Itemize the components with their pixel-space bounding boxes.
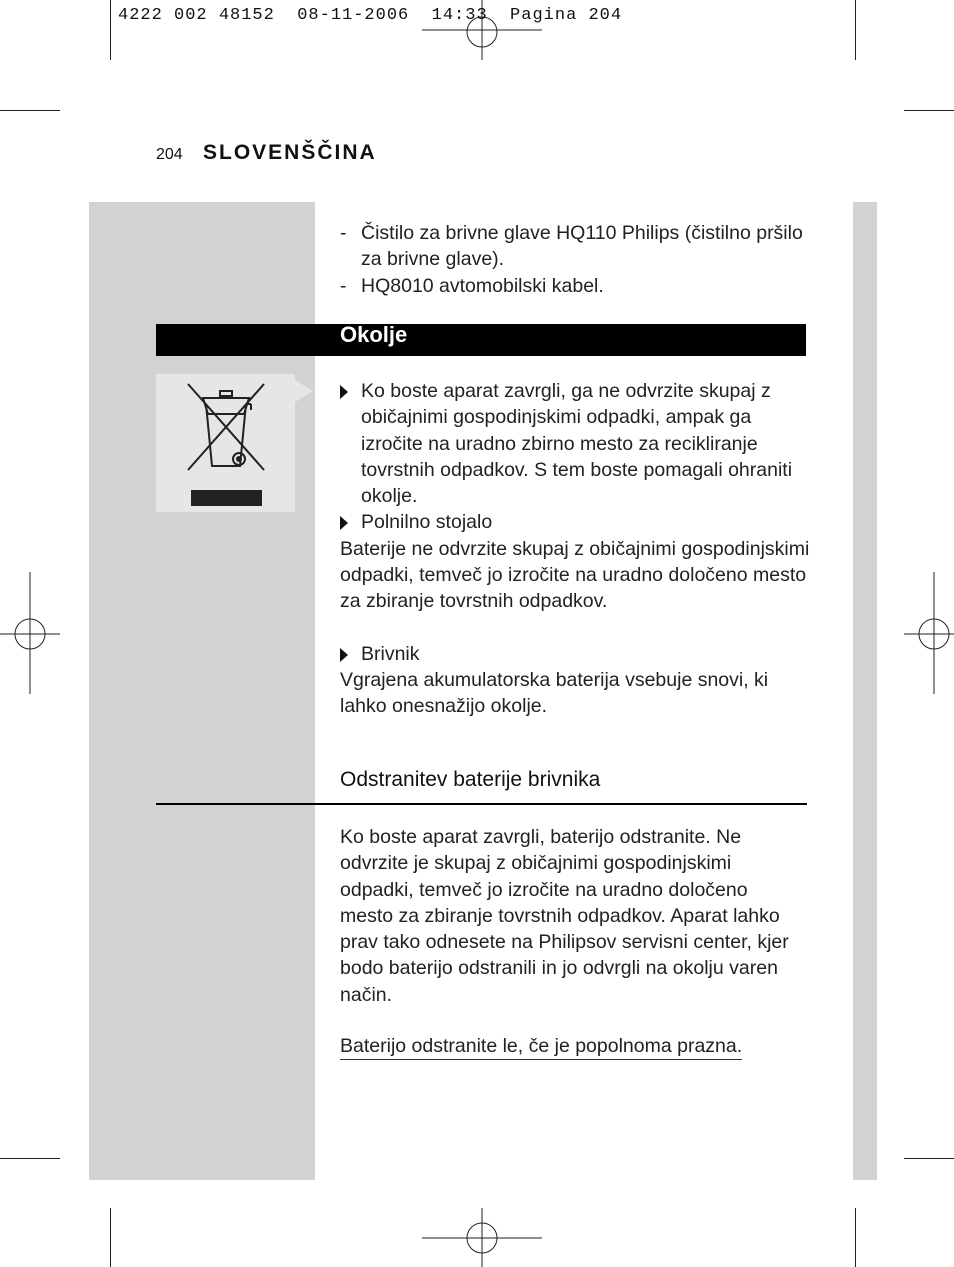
crop-mark: [110, 0, 111, 60]
bullet-item: [340, 641, 810, 667]
crop-mark: [904, 110, 954, 111]
right-margin-strip: [853, 202, 877, 1180]
crop-mark: [110, 1208, 111, 1267]
language-title: SLOVENŠČINA: [203, 141, 377, 164]
bullet-item: [340, 509, 810, 535]
crop-mark: [855, 1208, 856, 1267]
triangle-bullet-icon: [340, 648, 348, 662]
battery-note-text: Baterijo odstranite le, če je popolnoma prazna.: [340, 1035, 742, 1060]
battery-note: [340, 1033, 742, 1059]
crossed-out-wheelie-bin-icon: [156, 374, 295, 512]
section-heading-band: [156, 324, 806, 356]
body-paragraph: Vgrajena akumulatorska baterija vsebuje snovi, ki lahko onesnažijo okolje.: [340, 668, 769, 718]
accessories-list: [340, 220, 810, 299]
crop-mark: [0, 1158, 60, 1159]
print-header: 4222 002 48152 08-11-2006 14:33 Pagina 204: [118, 6, 623, 25]
pointer-arrow: [295, 380, 313, 402]
bullet-label: Brivnik: [361, 642, 420, 665]
heading-rule: [156, 803, 807, 805]
environment-bullets: [340, 378, 810, 720]
accessory-text: Čistilo za brivne glave HQ110 Philips (čistilno pršilo za brivne glave).: [361, 222, 803, 271]
crop-mark: [855, 0, 856, 60]
bullet-text: Ko boste aparat zavrgli, ga ne odvrzite skupaj z običajnimi gospodinjskimi odpadki, ampak ga izročite na uradno zbirno mesto za recikliranje tovrstnih odpadkov. S tem boste pomagali ohraniti okolje.: [361, 380, 793, 508]
dash-marker: -: [340, 274, 347, 297]
registration-mark-right: [902, 572, 954, 694]
crop-mark: [904, 1158, 954, 1159]
crop-mark: [0, 110, 60, 111]
battery-removal-paragraph: Ko boste aparat zavrgli, baterijo odstranite. Ne odvrzite je skupaj z običajnimi gospodinjskimi odpadki, temveč jo izročite na uradno določeno mesto za zbiranje tovrstnih odpadkov. Aparat lahko prav tako odnesete na Philipsov servisni center, kjer bodo baterijo odstranili in jo odvrgli na okolju varen način.: [340, 826, 789, 1006]
triangle-bullet-icon: [340, 516, 348, 530]
list-item: [340, 220, 810, 273]
list-item: [340, 273, 810, 299]
registration-mark-bottom: [420, 1208, 544, 1267]
subsection-heading: Odstranitev baterije brivnika: [340, 768, 601, 791]
recycle-illustration: [156, 374, 295, 512]
accessory-text: HQ8010 avtomobilski kabel.: [361, 274, 604, 297]
triangle-bullet-icon: [340, 385, 348, 399]
section-heading-environment: Okolje: [340, 322, 408, 347]
bullet-item: [340, 378, 810, 509]
registration-mark-left: [0, 572, 62, 694]
page-number: 204: [156, 146, 183, 163]
body-paragraph: Baterije ne odvrzite skupaj z običajnimi gospodinjskimi odpadki, temveč jo izročite na uradno določeno mesto za zbiranje tovrstnih odpadkov.: [340, 537, 810, 613]
dash-marker: -: [340, 222, 347, 244]
bullet-label: Polnilno stojalo: [361, 511, 493, 534]
